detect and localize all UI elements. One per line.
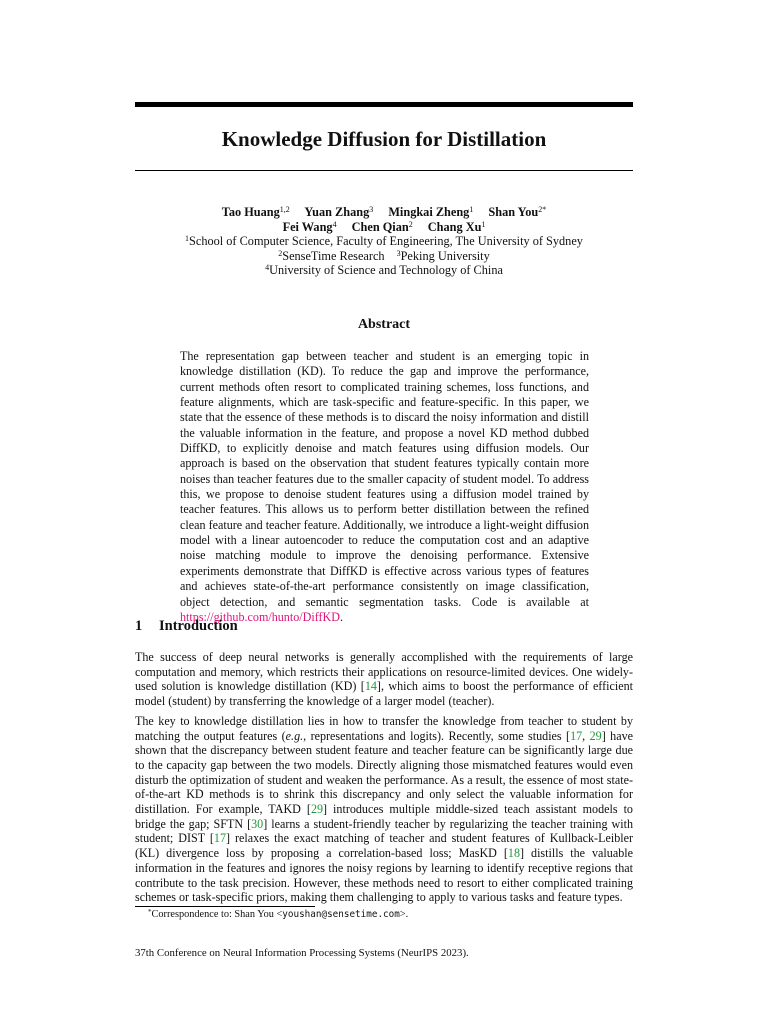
paragraph-text: ] distills the valuable information in the features and ignores the noisy regions by learning to identify receptive regions that contribute to the task precision. However, these methods need to resort to either complicated training schemes or task-specific priors, making them challenging to apply to various tasks and feature types.	[135, 846, 633, 905]
author-affiliation-mark: 1,2	[279, 205, 290, 214]
paragraph-text: ] introduces multiple middle-sized teach assistant models to bridge the gap; SFTN [	[135, 802, 633, 831]
affiliation-mark: 2	[278, 248, 283, 258]
author-affiliation-mark: 1	[469, 205, 474, 214]
abstract-end: .	[340, 609, 344, 624]
abstract-heading: Abstract	[357, 317, 411, 332]
section-number: 1	[135, 618, 143, 634]
author-name: Yuan Zhang	[304, 205, 370, 219]
paragraph-text: ] relaxes the exact matching of teacher and student features of Kullback-Leibler (KL) divergence loss by proposing a correlation-based loss; MasKD [	[135, 831, 633, 861]
affiliation-line	[135, 263, 633, 278]
author-affiliation-mark: 4	[332, 219, 337, 229]
author-names-line-1	[135, 205, 633, 220]
correspondence-email: youshan@sensetime.com	[282, 909, 400, 920]
author-affiliation-mark: 1	[481, 219, 486, 229]
citation-link[interactable]: 18	[507, 846, 521, 861]
citation-link[interactable]: 30	[251, 816, 264, 831]
conference-venue-note: 37th Conference on Neural Information Processing Systems (NeurIPS 2023).	[135, 947, 469, 959]
affiliation-mark: 1	[185, 234, 190, 244]
paragraph-text: , representations and logits). Recently, some studies [	[303, 728, 571, 743]
affiliation-mark: 4	[265, 263, 270, 273]
footnote-text: Correspondence to: Shan You <	[151, 909, 283, 920]
paragraph-text: The success of deep neural networks is generally accomplished with the requirements of large computation and memory, which restricts their applications on resource-limited devices. One widely-used solution is knowledge distillation (KD) [	[135, 650, 633, 694]
intro-paragraph-2	[135, 714, 633, 905]
footnote-mark: *	[148, 908, 152, 916]
citation-link[interactable]: 14	[364, 679, 377, 694]
author-affiliation-mark: 2*	[538, 205, 547, 214]
author-name: Tao Huang	[221, 205, 280, 219]
affiliation-text: University of Science and Technology of China	[269, 263, 503, 278]
title-bottom-rule	[135, 170, 633, 171]
author-name: Mingkai Zheng	[388, 205, 470, 219]
paragraph-text: ], which aims to boost the performance of efficient model (student) by transferring the knowledge of a larger model (teacher).	[135, 679, 634, 709]
author-name: Chen Qian	[351, 219, 409, 234]
code-repository-link[interactable]: https://github.com/hunto/DiffKD	[180, 609, 341, 624]
emphasis-text: e.g.	[285, 728, 304, 743]
author-affiliation-mark: 3	[369, 205, 374, 214]
introduction-text	[135, 650, 633, 910]
affiliation-text: Peking University	[400, 248, 490, 263]
affiliation-mark: 3	[396, 248, 401, 258]
author-block	[135, 205, 633, 278]
citation-link[interactable]: 17	[570, 728, 583, 743]
paragraph-text: ] learns a student-friendly teacher by regularizing the teacher training with student; DIST [	[135, 816, 634, 846]
affiliation-text: School of Computer Science, Faculty of Engineering, The University of Sydney	[189, 234, 583, 249]
author-name: Chang Xu	[427, 219, 482, 234]
intro-paragraph-1	[135, 650, 633, 709]
abstract-text	[180, 349, 589, 625]
paragraph-text: ] have shown that the discrepancy between student feature and teacher feature can be significantly large due to the capacity gap between the two models. Directly aligning those mismatched features would even disturb the optimization of student and weaken the performance. As a result, the essence of most state-of-the-art KD methods is to shrink this discrepancy and only select the valuable information for distillation. For example, TAKD [	[135, 728, 633, 817]
affiliation-line	[135, 249, 633, 264]
author-name: Shan You	[488, 205, 539, 219]
correspondence-footnote	[148, 908, 628, 921]
citation-separator: ,	[582, 728, 590, 743]
citation-link[interactable]: 29	[310, 802, 324, 817]
affiliation-text: SenseTime Research	[282, 248, 385, 263]
footnote-end: >.	[399, 909, 409, 920]
affiliation-line	[135, 234, 633, 249]
section-title: Introduction	[159, 618, 238, 634]
paragraph-text: The key to knowledge distillation lies in how to transfer the knowledge from teacher to student by matching the output features (	[135, 713, 633, 743]
citation-link[interactable]: 17	[213, 831, 226, 846]
citation-link[interactable]: 29	[589, 728, 602, 743]
paper-title: Knowledge Diffusion for Distillation	[221, 127, 547, 151]
author-name: Fei Wang	[282, 219, 333, 234]
footnote-rule	[135, 906, 315, 907]
author-affiliation-mark: 2	[408, 219, 413, 229]
author-names-line-2	[135, 220, 633, 235]
title-top-rule	[135, 102, 633, 107]
section-heading-introduction	[135, 617, 633, 635]
abstract-body-text: The representation gap between teacher and student is an emerging topic in knowledge distillation (KD). To reduce the gap and improve the performance, current methods often resort to complicated training schemes, loss functions, and feature alignments, which are task-specific and feature-specific. In this paper, we state that the essence of these methods is to discard the noisy information and distill the valuable information in the feature, and propose a novel KD method dubbed DiffKD, to explicitly denoise and match features using diffusion models. Our approach is based on the observation that student features typically contain more noises than teacher features due to the smaller capacity of student model. To address this, we propose to denoise student features using a diffusion model trained by teacher features. This allows us to perform better distillation between the refined clean feature and teacher feature. Additionally, we introduce a light-weight diffusion model with a linear autoencoder to reduce the computation cost and an adaptive noise matching module to improve the denoising performance. Extensive experiments demonstrate that DiffKD is effective across various types of features and achieves state-of-the-art performance consistently on image classification, object detection, and semantic segmentation tasks. Code is available at	[180, 349, 589, 609]
